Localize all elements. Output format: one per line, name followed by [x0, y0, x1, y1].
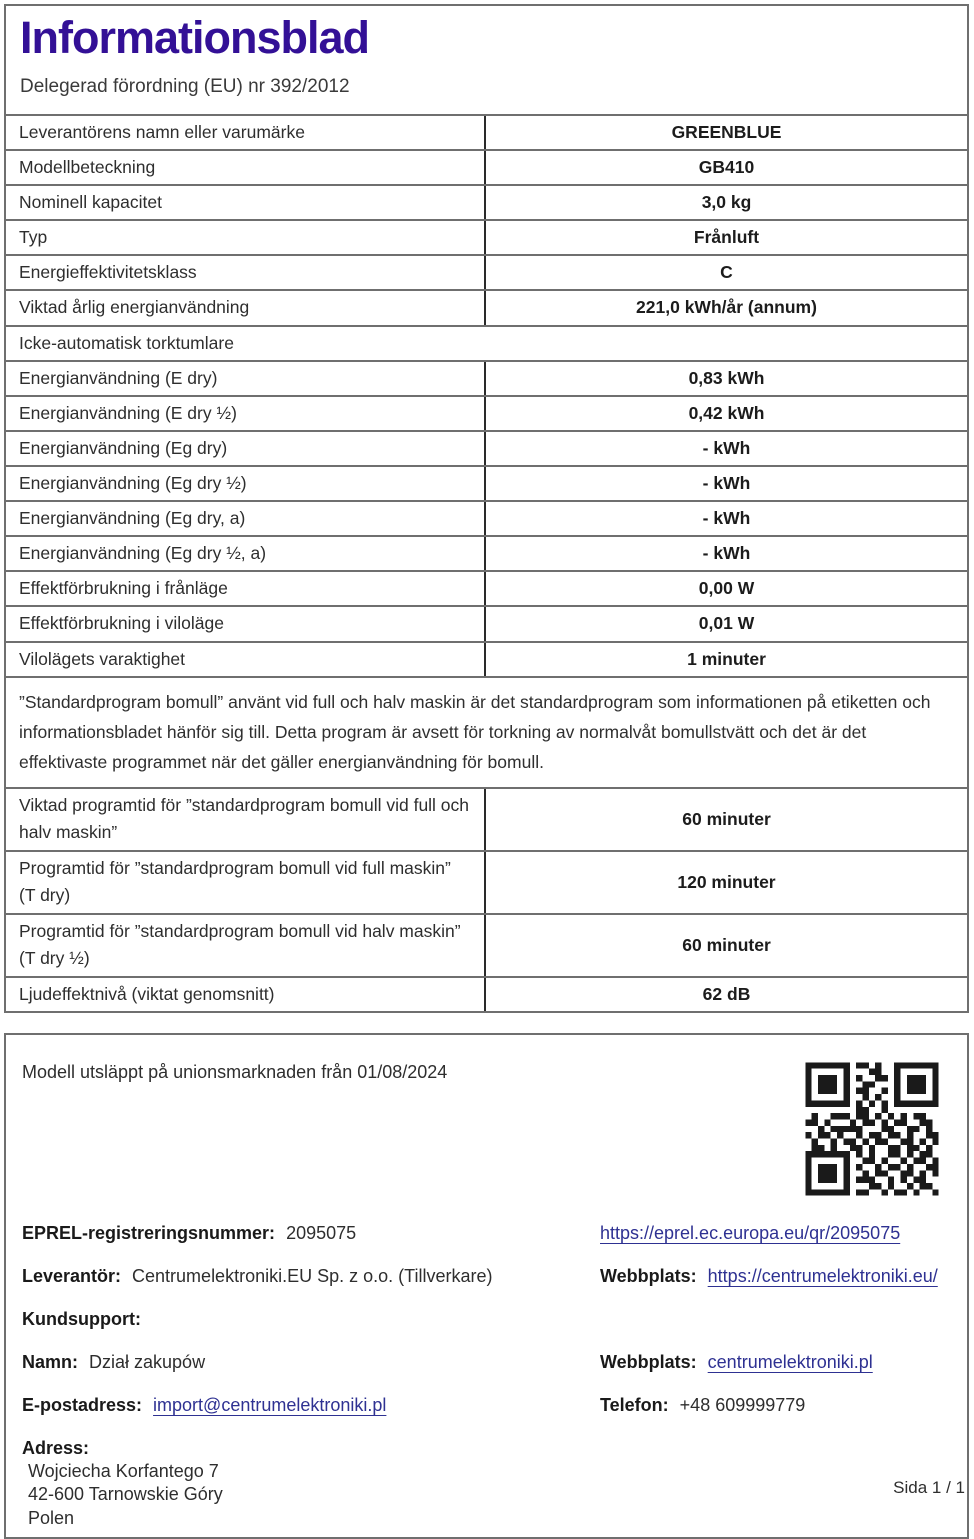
page-title: Informationsblad: [20, 12, 370, 63]
phone-value: +48 609999779: [679, 1394, 806, 1415]
eprel-label: EPREL-registreringsnummer:: [22, 1222, 276, 1243]
row-label: Energianvändning (E dry): [6, 362, 486, 395]
table-row: [6, 570, 967, 605]
market-date-line: Modell utsläppt på unionsmarknaden från 01/08/2024: [22, 1061, 448, 1082]
table-row: [6, 289, 967, 324]
email-link[interactable]: import@centrumelektroniki.pl: [153, 1394, 387, 1415]
row-value: - kWh: [702, 543, 751, 564]
website2-link[interactable]: centrumelektroniki.pl: [707, 1351, 873, 1372]
email-row: [22, 1395, 951, 1419]
phone-label: Telefon:: [600, 1394, 669, 1415]
row-label: Ljudeffektnivå (viktat genomsnitt): [6, 978, 486, 1011]
table-row: [6, 149, 967, 184]
row-label: Leverantörens namn eller varumärke: [6, 116, 486, 149]
row-value: C: [720, 262, 733, 283]
row-value: - kWh: [702, 437, 751, 458]
row-label: Energieffektivitetsklass: [6, 256, 486, 289]
row-value: 0,42 kWh: [688, 402, 765, 423]
table-row: [6, 500, 967, 535]
row-value: Frånluft: [693, 227, 760, 248]
table-row: [6, 254, 967, 289]
website2-label: Webbplats:: [600, 1351, 697, 1372]
table-row: [6, 360, 967, 395]
row-label: Vilolägets varaktighet: [6, 643, 486, 676]
page-number: Sida 1 / 1: [893, 1478, 965, 1497]
table-row: [6, 395, 967, 430]
row-label: Energianvändning (Eg dry ½, a): [6, 537, 486, 570]
row-value: 120 minuter: [677, 871, 776, 892]
page-subtitle: Delegerad förordning (EU) nr 392/2012: [20, 75, 350, 97]
name-label: Namn:: [22, 1351, 79, 1372]
supplier-label: Leverantör:: [22, 1265, 122, 1286]
supplier-value: Centrumelektroniki.EU Sp. z o.o. (Tillverkare): [132, 1265, 493, 1286]
address-line: Polen: [28, 1507, 75, 1528]
email-label: E-postadress:: [22, 1394, 143, 1415]
row-value: 60 minuter: [682, 808, 771, 829]
table-row: [6, 116, 967, 149]
name-row: [22, 1352, 951, 1376]
eprel-value: 2095075: [286, 1222, 357, 1243]
row-value: 221,0 kWh/år (annum): [636, 297, 817, 318]
table-row: [6, 219, 967, 254]
customer-support-row: [22, 1309, 951, 1333]
section-row-label: Icke-automatisk torktumlare: [19, 332, 234, 353]
table-row: [6, 850, 967, 913]
table-row: [6, 641, 967, 676]
row-label: Nominell kapacitet: [6, 186, 486, 219]
address-line: Wojciecha Korfantego 7: [28, 1460, 219, 1481]
row-value: - kWh: [702, 508, 751, 529]
table-row: [6, 325, 967, 360]
website-link[interactable]: https://centrumelektroniki.eu/: [707, 1265, 938, 1286]
row-label: Effektförbrukning i viloläge: [6, 607, 486, 640]
table-row: [6, 976, 967, 1011]
row-value: 0,00 W: [698, 578, 755, 599]
table-row: [6, 430, 967, 465]
table-row: [6, 184, 967, 219]
row-label: Programtid för ”standardprogram bomull vid full maskin” (T dry): [6, 852, 486, 913]
address-label: Adress:: [22, 1437, 90, 1458]
website-label: Webbplats:: [600, 1265, 697, 1286]
row-value: GREENBLUE: [671, 121, 782, 142]
name-value: Dział zakupów: [89, 1351, 206, 1372]
supplier-info-grid: [22, 1223, 951, 1531]
info-sheet: [4, 4, 969, 1013]
address-row: [22, 1438, 951, 1462]
row-label: Viktad årlig energianvändning: [6, 291, 486, 324]
row-value: 1 minuter: [687, 648, 766, 669]
row-label: Viktad programtid för ”standardprogram bomull vid full och halv maskin”: [6, 789, 486, 850]
row-value: 0,01 W: [698, 613, 755, 634]
supplier-box: [4, 1033, 969, 1539]
table-row: [6, 535, 967, 570]
product-data-table: [6, 116, 967, 1011]
row-value: 3,0 kg: [701, 192, 752, 213]
table-row: [6, 465, 967, 500]
row-label: Energianvändning (Eg dry, a): [6, 502, 486, 535]
table-row: [6, 787, 967, 850]
eprel-row: [22, 1223, 951, 1247]
row-label: Typ: [6, 221, 486, 254]
table-row: [6, 676, 967, 787]
table-row: [6, 913, 967, 976]
row-value: 62 dB: [702, 983, 751, 1004]
row-label: Energianvändning (E dry ½): [6, 397, 486, 430]
row-label: Energianvändning (Eg dry ½): [6, 467, 486, 500]
row-value: - kWh: [702, 472, 751, 493]
supplier-row: [22, 1266, 951, 1290]
table-row: [6, 605, 967, 640]
eprel-link[interactable]: https://eprel.ec.europa.eu/qr/2095075: [600, 1222, 901, 1243]
document-header: [6, 6, 967, 116]
row-label: Energianvändning (Eg dry): [6, 432, 486, 465]
row-value: 60 minuter: [682, 934, 771, 955]
row-label: Effektförbrukning i frånläge: [6, 572, 486, 605]
row-value: 0,83 kWh: [688, 367, 765, 388]
address-line: 42-600 Tarnowskie Góry: [28, 1484, 223, 1505]
row-label: Programtid för ”standardprogram bomull vid halv maskin” (T dry ½): [6, 915, 486, 976]
row-value: GB410: [698, 156, 755, 177]
row-label: Modellbeteckning: [6, 151, 486, 184]
address-lines: [22, 1460, 951, 1531]
qr-code-icon: [799, 1056, 945, 1202]
table-note: ”Standardprogram bomull” använt vid full och halv maskin är det standardprogram som informationen på etiketten och informationsbladet hänför sig till. Detta program är avsett för torkning av normalvåt bomullstvätt och det är det effektivaste programmet när det gäller energianvändning för bomull.: [19, 691, 931, 772]
customer-support-label: Kundsupport:: [22, 1308, 141, 1329]
